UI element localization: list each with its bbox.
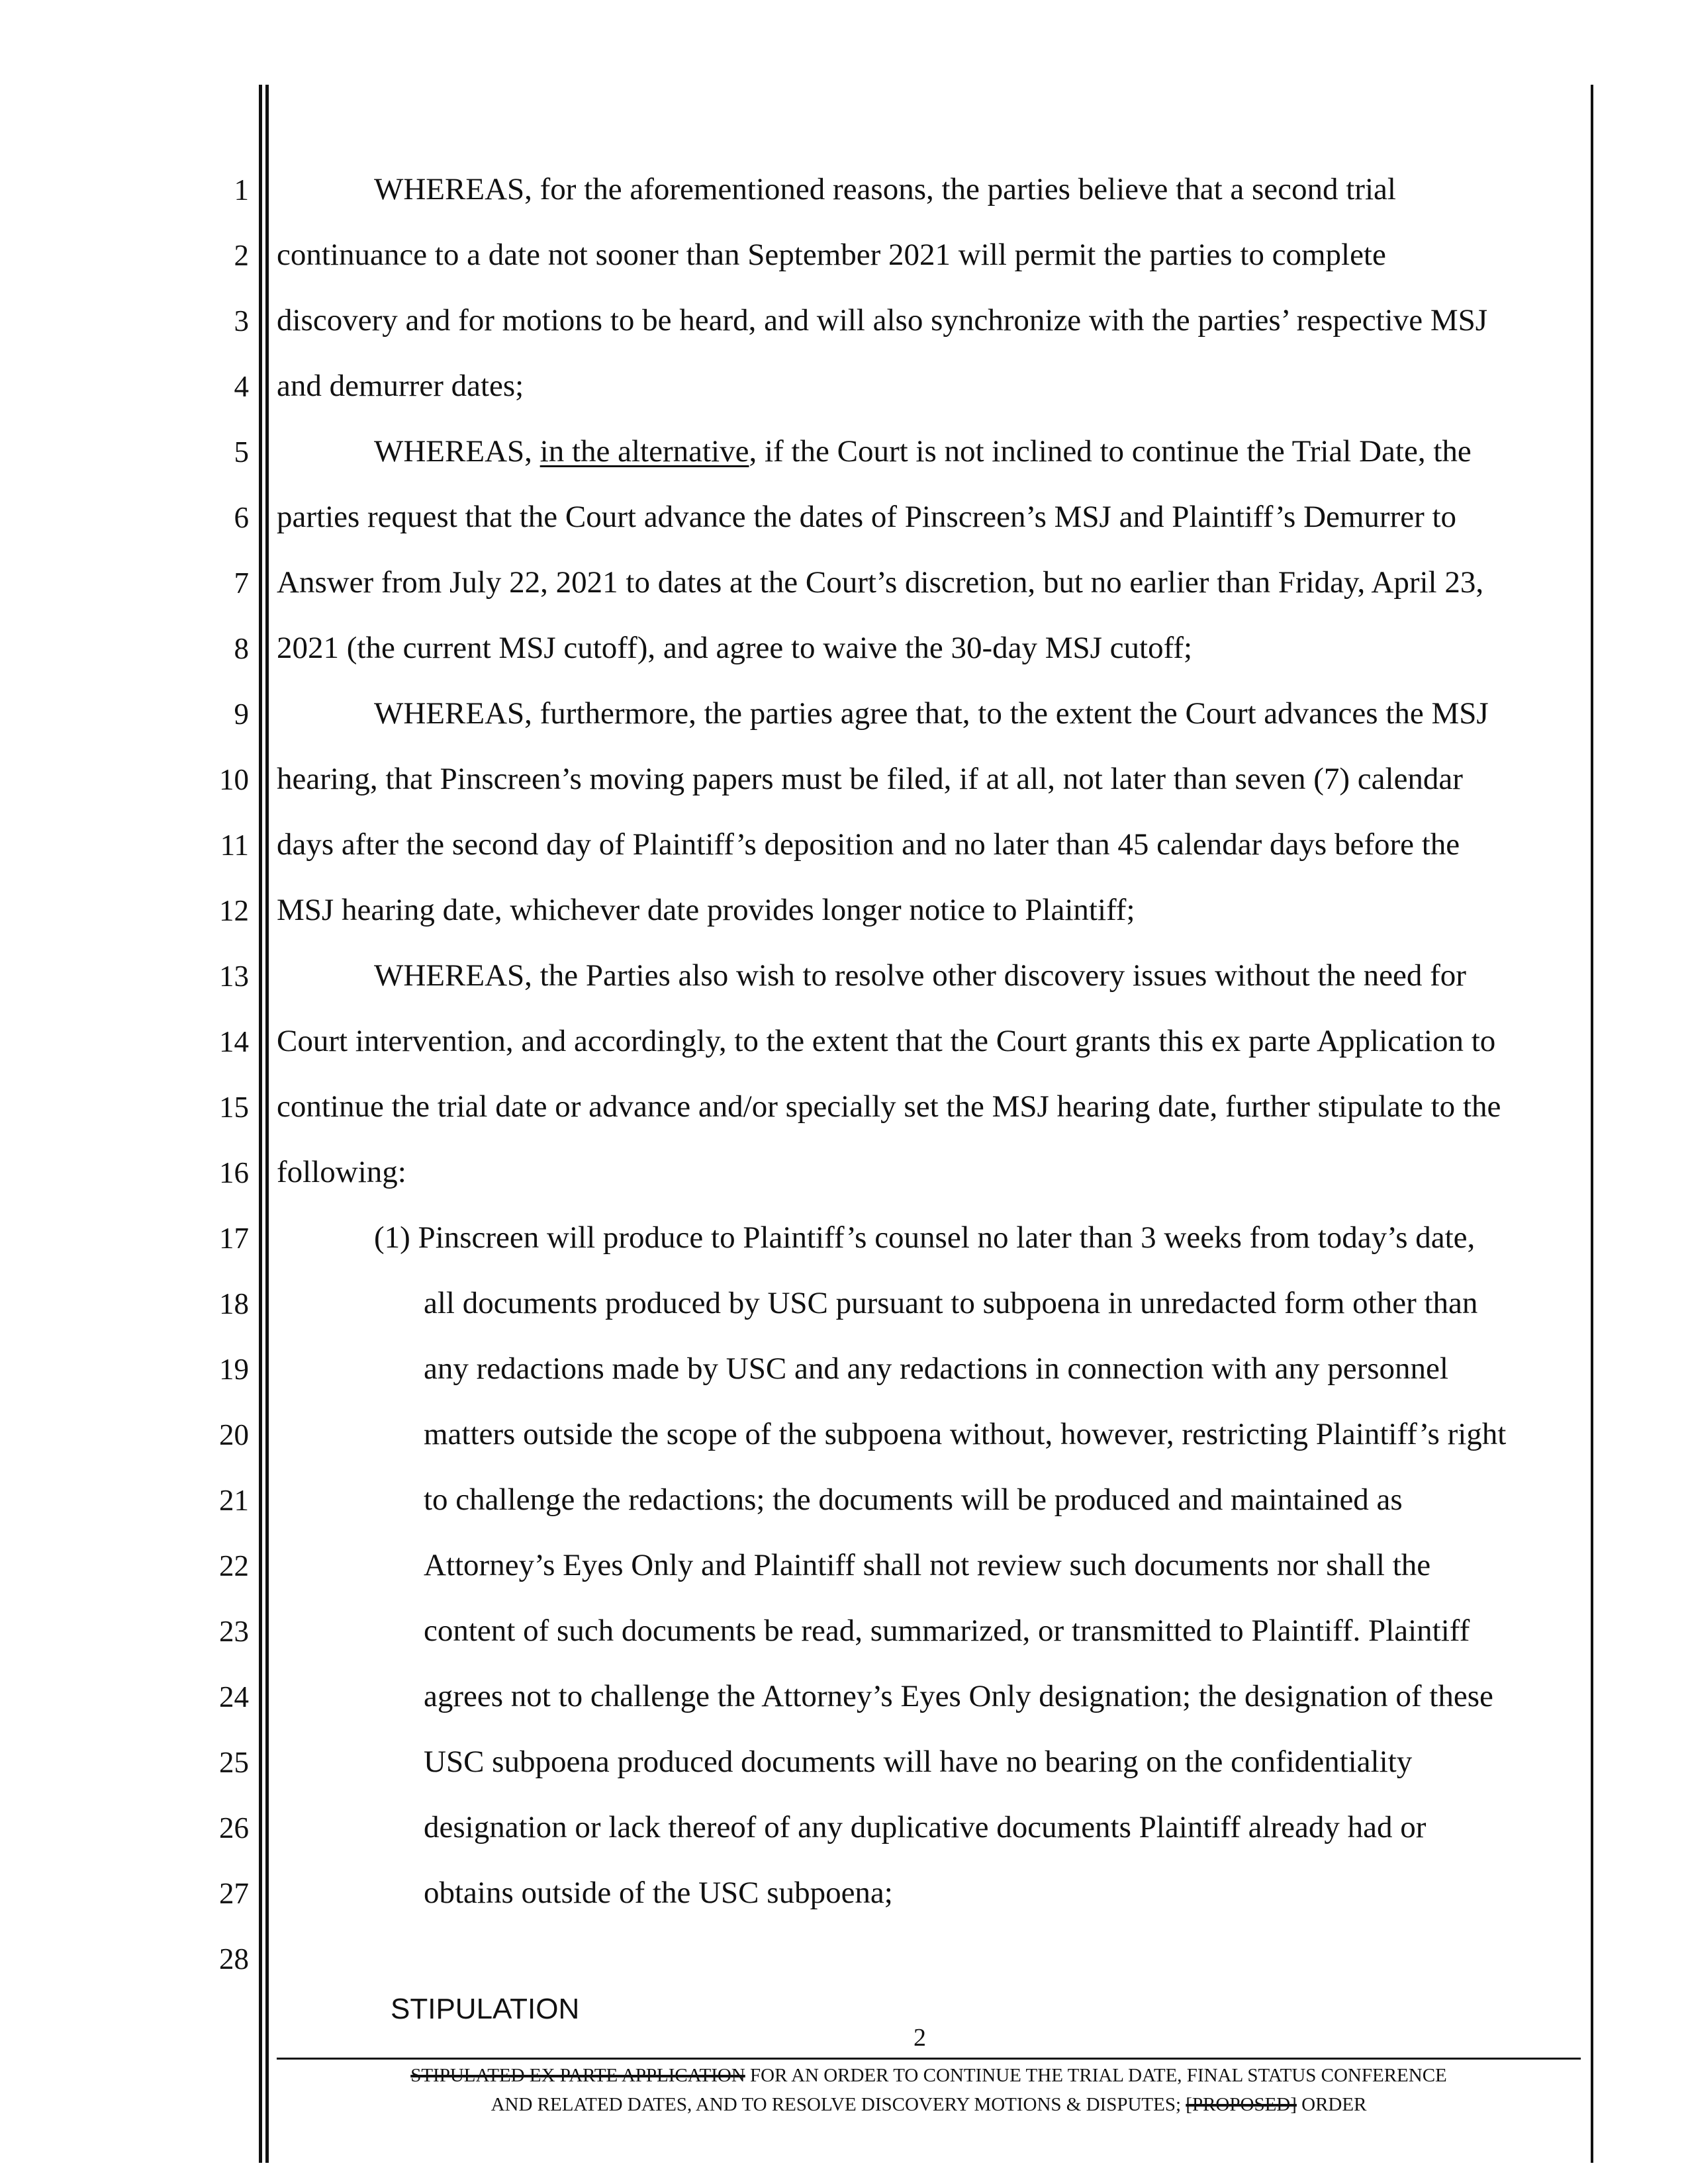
line-number: 28 (219, 1942, 249, 1976)
body-line: 2021 (the current MSJ cutoff), and agree to waive the 30-day MSJ cutoff; (277, 631, 1193, 665)
line-number: 23 (219, 1615, 249, 1648)
body-line: WHEREAS, furthermore, the parties agree that, to the extent the Court advances the MSJ (374, 696, 1489, 731)
body-line: designation or lack thereof of any duplicative documents Plaintiff already had or (424, 1810, 1427, 1844)
line-number: 16 (219, 1156, 249, 1189)
body-line: content of such documents be read, summarized, or transmitted to Plaintiff. Plaintiff (424, 1614, 1470, 1648)
line-number: 6 (234, 501, 249, 534)
body-line: USC subpoena produced documents will have no bearing on the confidentiality (424, 1745, 1413, 1779)
line-number: 24 (219, 1680, 249, 1713)
line-number: 8 (234, 632, 249, 665)
line-number: 14 (219, 1025, 249, 1058)
body-line: any redactions made by USC and any redactions in connection with any personnel (424, 1351, 1448, 1386)
line-number: 17 (219, 1222, 249, 1255)
list-item: (1) Pinscreen will produce to Plaintiff’s counsel no later than 3 weeks from today’s date, (374, 1220, 1476, 1255)
body-line: discovery and for motions to be heard, and will also synchronize with the parties’ respective MSJ (277, 303, 1488, 338)
body-text: WHEREAS, (374, 434, 540, 469)
body-line: WHEREAS, the Parties also wish to resolve other discovery issues without the need for (374, 958, 1466, 993)
body-line: all documents produced by USC pursuant to subpoena in unredacted form other than (424, 1286, 1478, 1320)
line-number: 27 (219, 1877, 249, 1910)
line-number: 5 (234, 435, 249, 469)
body-line: following: (277, 1155, 406, 1189)
left-margin-rule (259, 85, 262, 2163)
line-number: 19 (219, 1353, 249, 1386)
right-margin-rule (1591, 85, 1593, 2163)
line-number: 3 (234, 304, 249, 338)
struck-text: STIPULATED EX PARTE APPLICATION (410, 2065, 745, 2086)
underlined-phrase: in the alternative (539, 434, 749, 469)
line-number: 15 (219, 1091, 249, 1124)
body-line: MSJ hearing date, whichever date provides longer notice to Plaintiff; (277, 893, 1135, 927)
line-number: 4 (234, 370, 249, 403)
body-line: continue the trial date or advance and/or specially set the MSJ hearing date, further stipulate to the (277, 1089, 1501, 1124)
body-line: and demurrer dates; (277, 369, 524, 403)
footer-label: STIPULATION (391, 1993, 580, 2025)
footer-caption-text: FOR AN ORDER TO CONTINUE THE TRIAL DATE, FINAL STATUS CONFERENCE (745, 2065, 1447, 2086)
body-line (374, 436, 1472, 467)
body-line: parties request that the Court advance the dates of Pinscreen’s MSJ and Plaintiff’s Demurrer to (277, 500, 1457, 534)
body-line: to challenge the redactions; the documents will be produced and maintained as (424, 1482, 1403, 1517)
footer-caption-text: ORDER (1296, 2094, 1367, 2115)
footer-caption-line-1 (277, 2066, 1581, 2085)
line-number: 1 (234, 173, 249, 206)
line-number: 2 (234, 239, 249, 272)
body-line: agrees not to challenge the Attorney’s Eyes Only designation; the designation of these (424, 1679, 1493, 1713)
footer-caption-line-2 (277, 2095, 1581, 2115)
line-number: 7 (234, 567, 249, 600)
body-line: WHEREAS, for the aforementioned reasons, the parties believe that a second trial (374, 172, 1396, 206)
body-line: hearing, that Pinscreen’s moving papers must be filed, if at all, not later than seven (7) calendar (277, 762, 1463, 796)
body-text: , if the Court is not inclined to continue the Trial Date, the (749, 434, 1472, 469)
left-margin-rule-inner (265, 85, 269, 2163)
struck-text: [PROPOSED] (1186, 2094, 1297, 2115)
footer-rule (277, 2058, 1581, 2060)
line-number: 22 (219, 1549, 249, 1582)
line-number: 13 (219, 960, 249, 993)
body-line: Court intervention, and accordingly, to the extent that the Court grants this ex parte Application to (277, 1024, 1496, 1058)
line-number: 21 (219, 1484, 249, 1517)
line-number: 12 (219, 894, 249, 927)
line-number: 20 (219, 1418, 249, 1451)
footer-caption-text: AND RELATED DATES, AND TO RESOLVE DISCOVERY MOTIONS & DISPUTES; (491, 2094, 1186, 2115)
line-number: 25 (219, 1746, 249, 1779)
body-line: days after the second day of Plaintiff’s deposition and no later than 45 calendar days before the (277, 827, 1460, 862)
line-number: 9 (234, 698, 249, 731)
line-number: 26 (219, 1811, 249, 1844)
line-number: 10 (219, 763, 249, 796)
line-number: 18 (219, 1287, 249, 1320)
body-line: matters outside the scope of the subpoena without, however, restricting Plaintiff’s right (424, 1417, 1507, 1451)
body-line: Attorney’s Eyes Only and Plaintiff shall not review such documents nor shall the (424, 1548, 1431, 1582)
body-line: Answer from July 22, 2021 to dates at the Court’s discretion, but no earlier than Friday, April 23, (277, 565, 1484, 600)
body-line: continuance to a date not sooner than September 2021 will permit the parties to complete (277, 238, 1386, 272)
line-number: 11 (220, 829, 249, 862)
page-number: 2 (914, 2024, 926, 2052)
body-line: obtains outside of the USC subpoena; (424, 1876, 893, 1910)
